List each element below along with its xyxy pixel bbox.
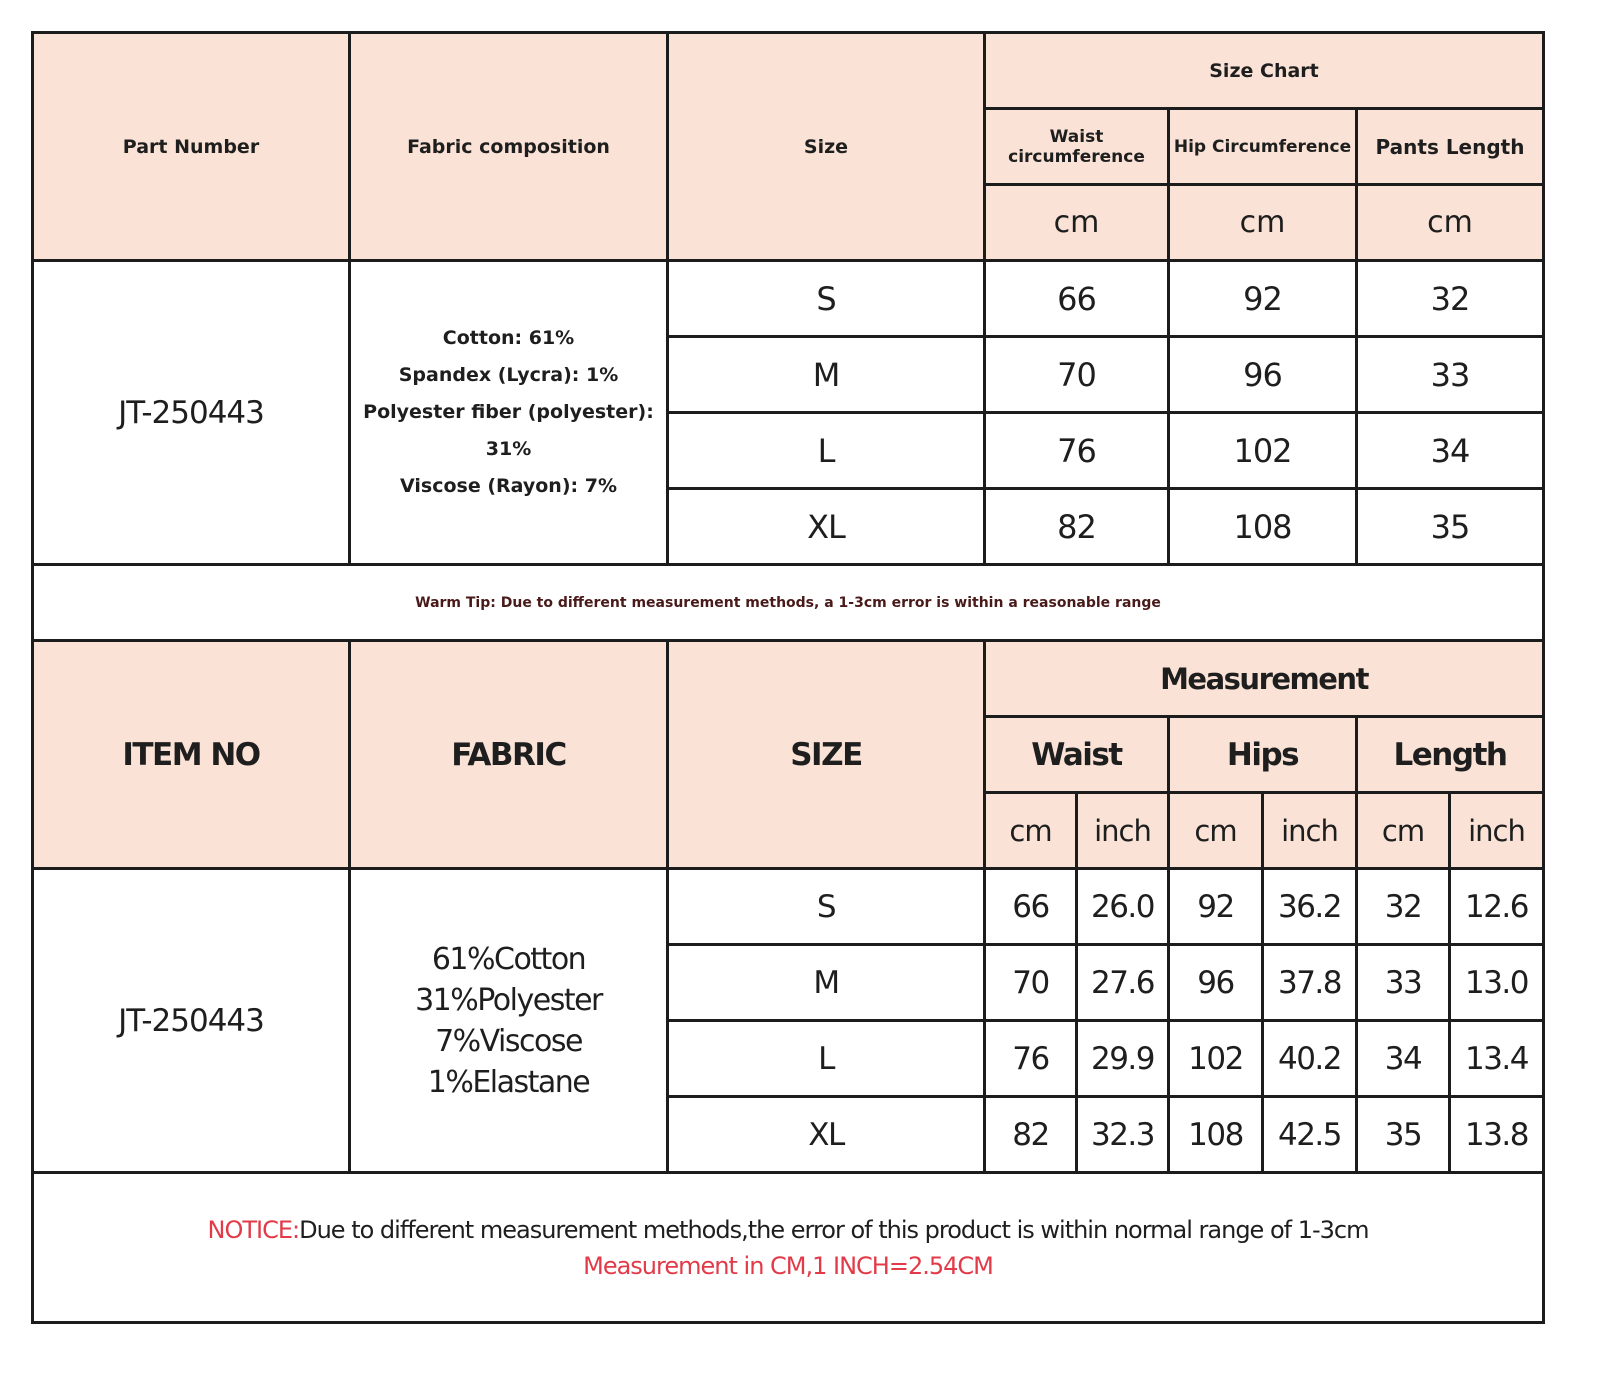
header-fabric: FABRIC [350,641,668,869]
notice-box [33,1173,1544,1323]
unit-cm: cm [1357,185,1544,261]
notice-label: NOTICE: [207,1215,300,1244]
size-cell: L [668,1021,985,1097]
size-cell: S [668,869,985,945]
length-cell: 32 [1357,261,1544,337]
unit-cm: cm [1169,185,1357,261]
header-length: Length [1357,717,1544,793]
hips-inch-cell: 36.2 [1263,869,1357,945]
notice-line-2: Measurement in CM,1 INCH=2.54CM [583,1251,993,1280]
fabric-line: Polyester fiber (polyester): 31% [363,401,654,460]
waist-cm-cell: 70 [985,945,1077,1021]
hip-cell: 102 [1169,413,1357,489]
fabric-line: 31%Polyester [415,982,602,1018]
table-row [33,261,1544,337]
hip-cell: 92 [1169,261,1357,337]
size-cell: XL [668,1097,985,1173]
fabric-line: 61%Cotton [431,941,586,977]
length-cm-cell: 33 [1357,945,1450,1021]
unit-inch: inch [1263,793,1357,869]
header-item-no: ITEM NO [33,641,350,869]
size-cell: S [668,261,985,337]
size-table [31,31,1545,1324]
length-cell: 33 [1357,337,1544,413]
length-cell: 34 [1357,413,1544,489]
item-no-value: JT-250443 [33,869,350,1173]
hips-inch-cell: 40.2 [1263,1021,1357,1097]
notice-line-1 [34,1212,1542,1248]
waist-inch-cell: 27.6 [1077,945,1169,1021]
waist-cm-cell: 76 [985,1021,1077,1097]
fabric-value [350,869,668,1173]
size-cell: M [668,337,985,413]
unit-cm: cm [1357,793,1450,869]
unit-cm: cm [985,793,1077,869]
hips-cm-cell: 108 [1169,1097,1263,1173]
fabric-line: Spandex (Lycra): 1% [398,364,619,386]
header-part-number: Part Number [33,33,350,261]
fabric-composition-value [350,261,668,565]
length-cell: 35 [1357,489,1544,565]
header-size: SIZE [668,641,985,869]
hips-cm-cell: 102 [1169,1021,1263,1097]
waist-cm-cell: 66 [985,869,1077,945]
length-cm-cell: 32 [1357,869,1450,945]
waist-cm-cell: 82 [985,1097,1077,1173]
hip-cell: 108 [1169,489,1357,565]
waist-inch-cell: 32.3 [1077,1097,1169,1173]
fabric-line: 1%Elastane [427,1064,590,1100]
header-size-chart: Size Chart [985,33,1544,109]
fabric-line: Cotton: 61% [442,327,575,349]
header-pants-length: Pants Length [1357,109,1544,185]
length-inch-cell: 12.6 [1450,869,1544,945]
waist-inch-cell: 26.0 [1077,869,1169,945]
header-waist-circumference: Waist circumference [985,109,1169,185]
header-hips: Hips [1169,717,1357,793]
header-measurement: Measurement [985,641,1544,717]
fabric-line: Viscose (Rayon): 7% [400,475,617,497]
waist-cell: 66 [985,261,1169,337]
length-inch-cell: 13.4 [1450,1021,1544,1097]
unit-inch: inch [1077,793,1169,869]
size-cell: L [668,413,985,489]
length-cm-cell: 35 [1357,1097,1450,1173]
length-inch-cell: 13.8 [1450,1097,1544,1173]
length-inch-cell: 13.0 [1450,945,1544,1021]
header-size: Size [668,33,985,261]
unit-cm: cm [1169,793,1263,869]
unit-cm: cm [985,185,1169,261]
notice-text: Due to different measurement methods,the error of this product is within normal range of 1-3cm [299,1215,1369,1244]
unit-inch: inch [1450,793,1544,869]
size-chart-sheet [31,31,1545,1324]
waist-cell: 82 [985,489,1169,565]
hips-cm-cell: 96 [1169,945,1263,1021]
size-cell: XL [668,489,985,565]
hip-cell: 96 [1169,337,1357,413]
size-cell: M [668,945,985,1021]
waist-cell: 70 [985,337,1169,413]
hips-inch-cell: 42.5 [1263,1097,1357,1173]
table-row [33,869,1544,945]
header-hip-circumference: Hip Circumference [1169,109,1357,185]
length-cm-cell: 34 [1357,1021,1450,1097]
hips-cm-cell: 92 [1169,869,1263,945]
header-fabric-composition: Fabric composition [350,33,668,261]
waist-cell: 76 [985,413,1169,489]
hips-inch-cell: 37.8 [1263,945,1357,1021]
header-waist: Waist [985,717,1169,793]
part-number-value: JT-250443 [33,261,350,565]
fabric-line: 7%Viscose [435,1023,582,1059]
waist-inch-cell: 29.9 [1077,1021,1169,1097]
warm-tip: Warm Tip: Due to different measurement methods, a 1-3cm error is within a reasonable range [33,565,1544,641]
